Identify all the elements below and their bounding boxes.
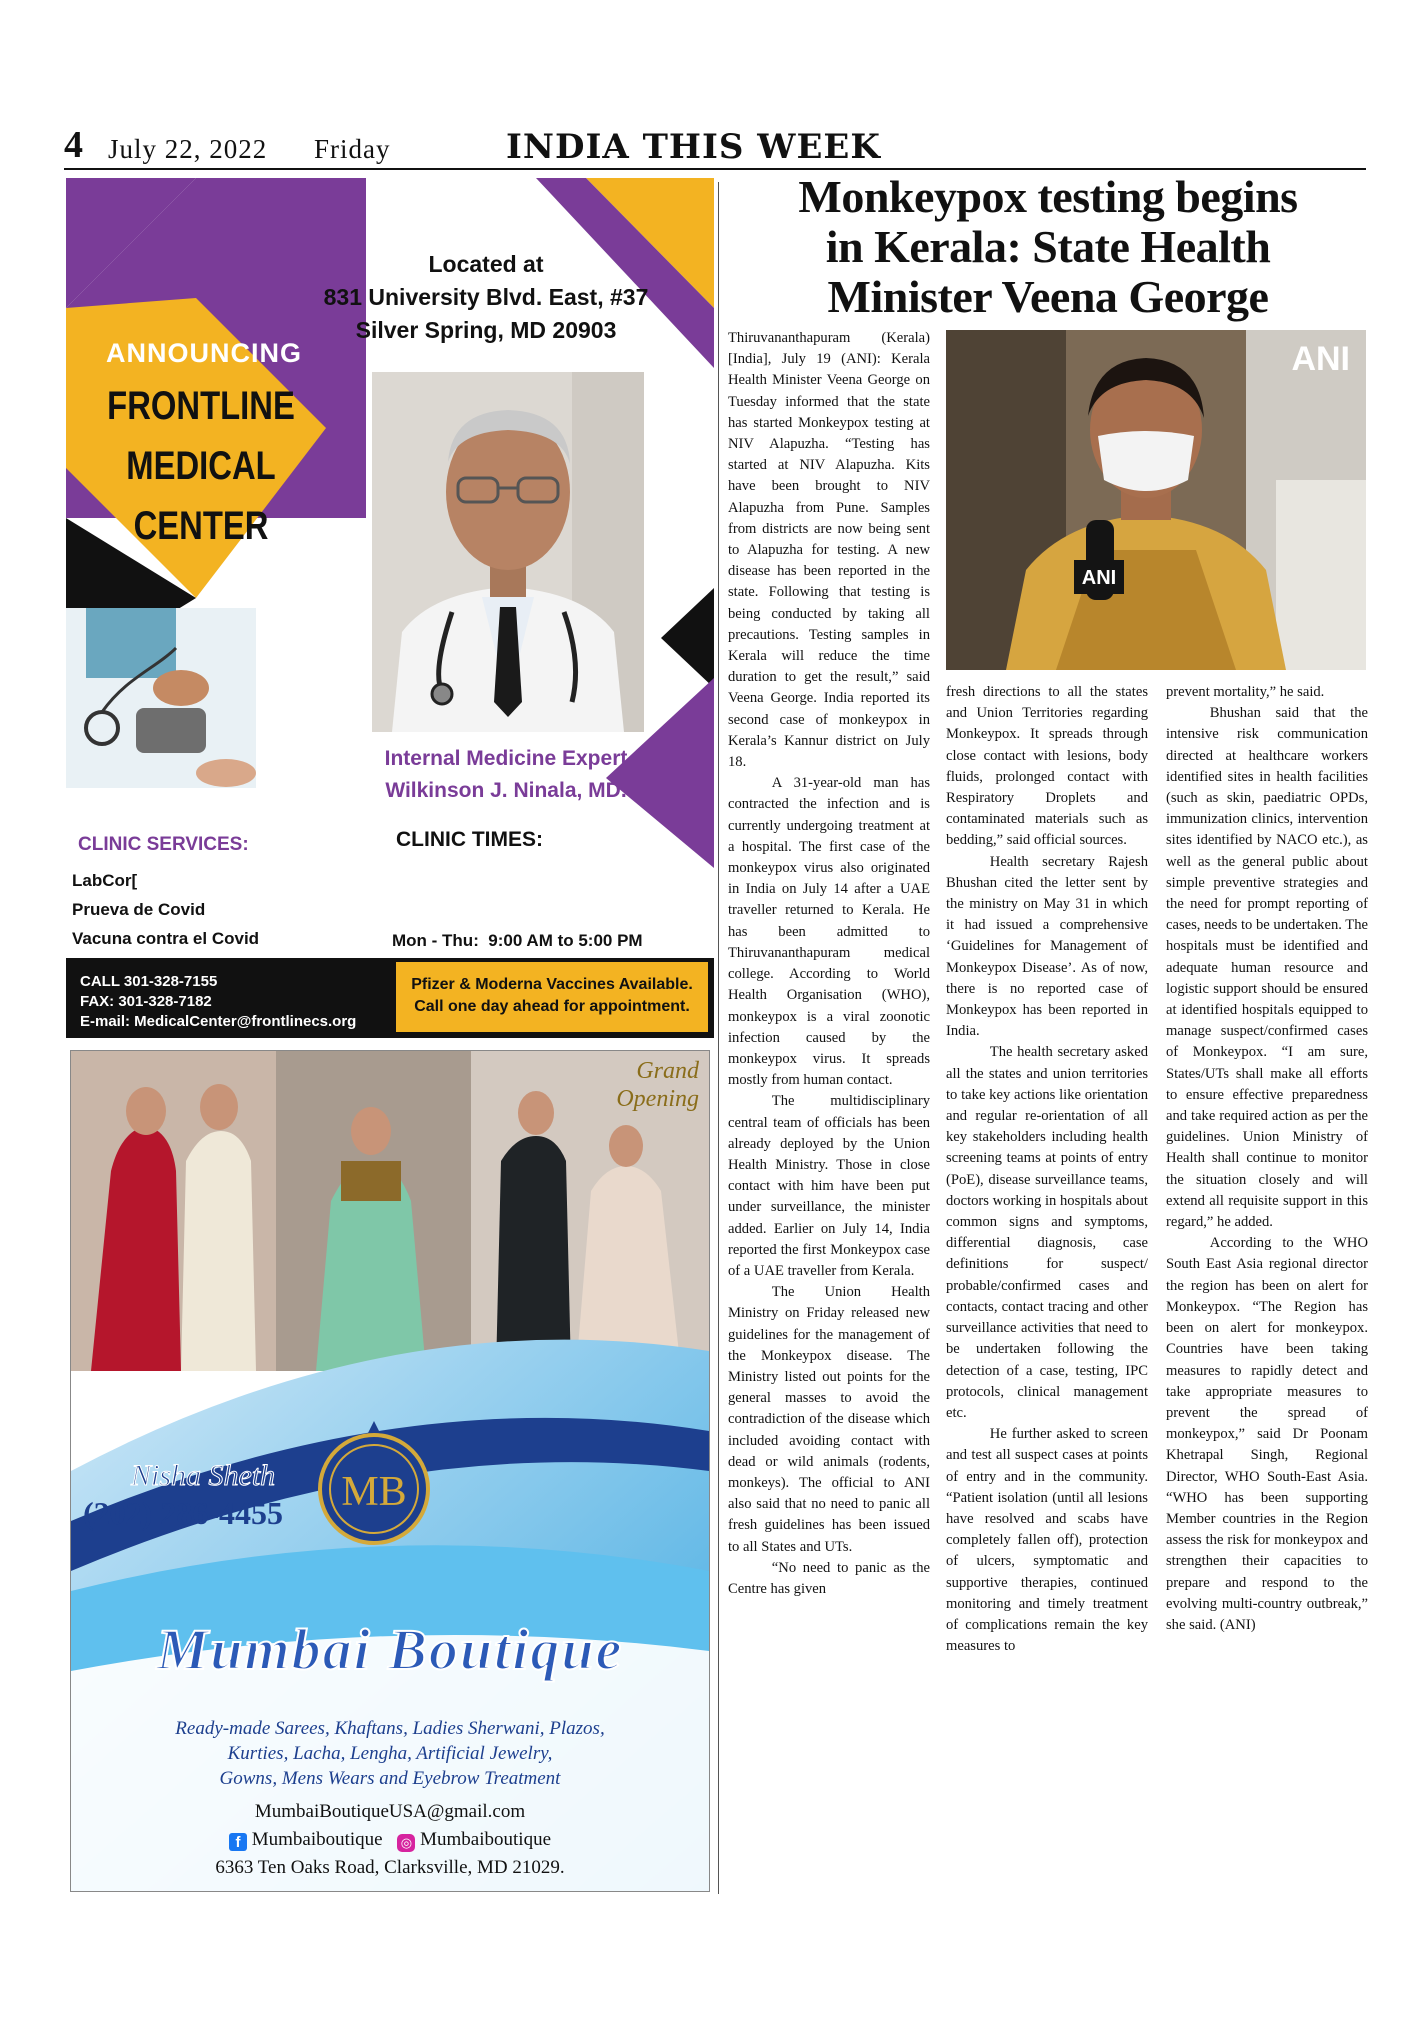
clinic-name-line: MEDICAL [126,444,276,488]
contact-info [80,972,356,1032]
paragraph: The Union Health Ministry on Friday released new guidelines for the management of the Monkeypox disease. The Ministry listed out points for the general masses to avoid the contradiction of the disease which included avoiding contact with dead or wild animals (rodents, monkeys). The official to ANI also said that no need to panic all fresh guidelines has been issued to all States and UTs. [728,1284,930,1555]
issue-date: July 22, 2022 [108,134,268,164]
paragraph: He further asked to screen and test all suspect cases at points of entry and in the community. “Patient isolation (until all lesions have resolved and scabs have completely fallen off), protection of ulcers, symptomatic and supportive therapies, continued monitoring and timely treatment of complications remain the key measures to [946,1426,1148,1655]
doctor-photo [372,372,644,732]
column-divider [718,182,719,1894]
mic-ani-tag: ANI [1081,567,1117,589]
article-column-2 [946,682,1148,1657]
page-number: 4 [64,124,83,166]
paragraph: “No need to panic as the Centre has given [728,1559,930,1597]
contact-email: E-mail: MedicalCenter@frontlinecs.org [80,1013,357,1030]
mumbai-boutique-ad [70,1050,710,1892]
frontline-medical-ad [66,178,714,1038]
description-line: Kurties, Lacha, Lengha, Artificial Jewelry, [227,1743,553,1764]
vaccine-line: Call one day ahead for appointment. [414,998,690,1015]
vaccine-note [396,962,708,1032]
service-item: LabCor[ [72,871,138,890]
boutique-email: MumbaiBoutiqueUSA@gmail.com [254,1801,526,1822]
facebook-handle: Mumbaiboutique [251,1829,383,1850]
location-line: Located at [428,251,544,277]
paragraph: fresh directions to all the states and Union Territories regarding Monkeypox. It spreads through close contact with lesions, body fluids, prolonged contact with Respiratory Droplets and contaminated materials such as bedding,” said official sources. [946,684,1148,849]
service-item: Prueva de Covid [72,900,206,919]
article-column-1 [728,328,930,1600]
facebook-icon: f [229,1833,247,1851]
headline-line: Minister Veena George [827,271,1269,322]
headline-line: in Kerala: State Health [825,221,1271,272]
paragraph: Thiruvananthapuram (Kerala) [India], July 19 (ANI): Kerala Health Minister Veena George on Tuesday informed that the state has started Monkeypox testing at NIV Alapuzha. “Testing has started at NIV Alapuzha. Kits have been brought to NIV Alapuzha from Pune. Samples from districts are now being sent to Alapuzha for testing. A new disease has been reported in the state. Following that testing is being conducted by taking all precautions. Testing samples in Kerala will reduce the time duration to get the result,” said Veena George. India reported its second case of monkeypox in Kerala’s Kannur district on July 18. [728,330,930,771]
clinic-name [107,376,296,556]
doctor-name: Wilkinson J. Ninala, MD. [385,779,627,802]
instagram-handle: Mumbaiboutique [420,1829,552,1850]
paragraph: The multidisciplinary central team of officials has been already deployed by the Union Health Ministry. Those in close contact with him have been put under surveillance, the minister added. Earlier on July 14, India reported the first Monkeypox case of a UAE traveller from Kerala. [728,1093,930,1279]
clinic-name-line: CENTER [133,504,269,548]
contact-fax: FAX: 301-328-7182 [80,993,212,1010]
veena-george-photo [946,330,1366,670]
instagram-icon: ◎ [397,1834,415,1852]
boutique-address: 6363 Ten Oaks Road, Clarksville, MD 21029. [215,1857,565,1878]
boutique-title: Mumbai Boutique [156,1617,624,1682]
newspaper-name: INDIA THIS WEEK [506,127,881,167]
vaccine-line: Pfizer & Moderna Vaccines Available. [411,976,693,993]
boutique-description [91,1716,689,1791]
blood-pressure-photo [66,608,256,788]
paragraph: Health secretary Rajesh Bhushan cited the letter sent by the ministry on May 31 in which it had issued a comprehensive ‘Guidelines for Management of Monkeypox Disease’. As of now, there is no reported case of Monkeypox has been reported in India. [946,853,1148,1040]
logo-text: MB [341,1469,407,1515]
services-list [72,866,259,953]
boutique-social [71,1829,709,1852]
announcing-label: ANNOUNCING [106,338,302,368]
article-column-3 [1166,682,1368,1636]
paragraph: prevent mortality,” he said. [1166,684,1325,700]
doctor-title: Internal Medicine Expert [384,747,628,770]
paragraph: A 31-year-old man has contracted the infection and is currently undergoing treatment at a hospital. The first case of the monkeypox virus also originated in India on July 14 after a UAE traveller returned to Kerala. He has been admitted to Thiruvananthapuram medical college. According to World Health Organisation (WHO), monkeypox is a viral zoonotic infection caused by the monkeypox virus. It spreads mostly from human contact. [728,775,930,1089]
grand-opening-line: Opening [616,1086,699,1112]
headline-line: Monkeypox testing begins [798,171,1298,222]
clinic-location [316,248,656,347]
location-line: Silver Spring, MD 20903 [355,317,617,343]
article-headline [728,172,1368,322]
location-line: 831 University Blvd. East, #37 [323,284,649,310]
ani-watermark: ANI [1291,340,1350,378]
masthead-rule [64,168,1366,170]
grand-opening-label [616,1057,699,1113]
issue-day: Friday [314,134,391,164]
paragraph: Bhushan said that the intensive risk communication directed at healthcare workers identified sites in health facilities (such as skin, paediatric OPDs, immunization clinics, intervention sites identified by NACO etc.), as well as the general public about simple preventive strategies and the need for prompt reporting of cases, needs to be undertaken. The hospitals must be identified and adequate human resource and logistic support should be ensured at identified hospitals equipped to manage suspect/confirmed cases of Monkeypox. “I am sure, States/UTs shall make all efforts to ensure effective preparedness and take required action as per the guidelines. Union Ministry of Health shall continue to monitor the situation closely and will extend all requisite support in this regard,” he added. [1166,705,1368,1231]
description-line: Ready-made Sarees, Khaftans, Ladies Sherwani, Plazos, [175,1718,605,1739]
services-title: CLINIC SERVICES: [78,834,249,855]
description-line: Gowns, Mens Wears and Eyebrow Treatment [219,1768,561,1789]
doctor-credentials [336,743,676,807]
paragraph: The health secretary asked all the states and union territories to take key actions like orientation and regular re-orientation of all key stakeholders including health screening teams at points of entry (PoE), disease surveillance teams, doctors working in hospitals about common signs and symptoms, differential diagnosis, case definitions for suspect/ probable/confirmed cases and contacts, contact tracing and other surveillance activities that need to be undertaken following the detection of a case, testing, IPC protocols, clinical management etc. [946,1044,1148,1421]
time-item: Mon - Thu: 9:00 AM to 5:00 PM [392,931,643,950]
times-title: CLINIC TIMES: [396,828,543,851]
contact-phone: CALL 301-328-7155 [80,973,218,990]
paragraph: According to the WHO South East Asia regional director the region has been on alert for Monkeypox. “The Region has been on alert for monkeypox. Countries have been taking measures to rapidly detect and take appropriate measures to prevent the spread of monkeypox,” said Dr Poonam Khetrapal Singh, Regional Director, WHO South-East Asia. “WHO has been supporting Member countries in the Region assess the risk for monkeypox and strengthen their capacities to prepare and respond to the evolving multi-country outbreak,” she said. (ANI) [1166,1235,1368,1633]
clinic-name-line: FRONTLINE [107,384,295,428]
owner-name: Nisha Sheth [131,1459,276,1492]
boutique-phone: (202) 286-4455 [83,1495,283,1531]
mb-logo [314,1417,434,1547]
service-item: Vacuna contra el Covid [72,929,260,948]
grand-opening-line: Grand [636,1058,699,1084]
